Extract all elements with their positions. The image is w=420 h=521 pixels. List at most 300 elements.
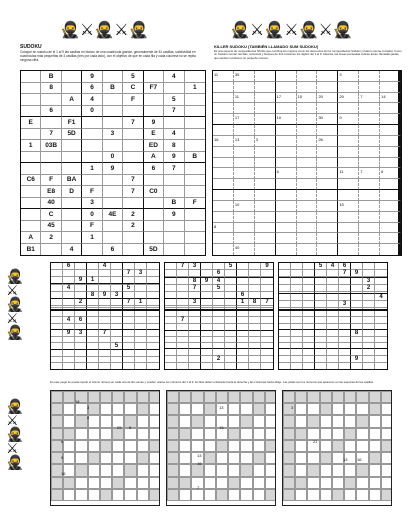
small-sudoku-cell[interactable] [351,285,363,292]
killer-cell[interactable] [338,223,359,234]
small-sudoku-cell[interactable] [225,292,237,299]
killer-cell[interactable] [380,233,401,244]
killer-cell[interactable] [276,103,297,114]
small-sudoku-cell[interactable] [135,285,147,292]
kakuro-white-cell[interactable] [191,403,203,415]
small-sudoku-cell[interactable] [63,270,75,277]
small-sudoku-cell[interactable] [327,356,339,363]
small-sudoku-cell[interactable] [165,356,177,363]
small-sudoku-cell[interactable] [177,308,189,309]
small-sudoku-cell[interactable] [279,270,291,277]
kakuro-white-cell[interactable] [295,403,307,415]
small-sudoku-cell[interactable] [75,285,87,292]
sudoku-cell[interactable]: 8 [164,140,184,152]
small-sudoku-cell[interactable] [63,277,75,284]
kakuro-white-cell[interactable] [307,452,319,464]
small-sudoku-cell[interactable] [339,278,351,285]
killer-cell[interactable]: 40 [234,244,255,255]
sudoku-cell[interactable]: C0 [144,186,164,198]
sudoku-cell[interactable]: 5 [164,94,184,106]
kakuro-white-cell[interactable] [75,489,87,501]
kakuro-white-cell[interactable] [124,477,136,489]
kakuro-white-cell[interactable] [253,489,265,501]
kakuro-white-cell[interactable] [320,477,332,489]
small-sudoku-cell[interactable] [87,330,99,337]
small-sudoku-cell[interactable]: 7 [123,270,135,277]
small-sudoku-cell[interactable] [135,292,147,299]
killer-cell[interactable] [213,190,234,201]
kakuro-white-cell[interactable] [63,489,75,501]
killer-cell[interactable] [359,103,380,114]
killer-cell[interactable] [297,147,318,158]
small-sudoku-cell[interactable]: 9 [75,277,87,284]
kakuro-white-cell[interactable] [356,428,368,440]
small-sudoku-cell[interactable]: 1 [135,299,147,306]
small-sudoku-cell[interactable] [75,363,87,369]
kakuro-white-cell[interactable] [88,489,100,501]
small-sudoku-cell[interactable] [339,356,351,363]
small-sudoku-cell[interactable] [111,270,123,277]
sudoku-cell[interactable]: 7 [164,163,184,175]
killer-cell[interactable]: 16 [213,136,234,147]
small-sudoku-cell[interactable] [51,270,63,277]
killer-cell[interactable] [276,179,297,190]
small-sudoku-cell[interactable] [375,278,387,285]
small-sudoku-cell[interactable] [315,330,327,337]
killer-cell[interactable]: 3 [255,136,276,147]
kakuro-white-cell[interactable] [228,415,240,427]
sudoku-cell[interactable]: ED [144,140,164,152]
small-sudoku-cell[interactable] [363,356,375,363]
small-sudoku-cell[interactable] [225,278,237,285]
killer-cell[interactable] [234,125,255,136]
small-sudoku-cell[interactable] [111,308,123,309]
small-sudoku-cell[interactable] [123,330,135,337]
kakuro-white-cell[interactable] [369,428,381,440]
kakuro-white-cell[interactable] [369,464,381,476]
small-sudoku-cell[interactable] [165,299,177,306]
killer-cell[interactable] [276,190,297,201]
small-sudoku-cell[interactable] [201,317,213,324]
kakuro-white-cell[interactable] [228,489,240,501]
small-sudoku-cell[interactable] [147,292,159,299]
small-sudoku-cell[interactable] [213,317,225,324]
small-sudoku-cell[interactable]: 5 [111,343,123,350]
sudoku-cell[interactable] [41,163,61,175]
kakuro-white-cell[interactable] [265,415,276,427]
small-sudoku-cell[interactable] [261,356,273,363]
killer-cell[interactable] [213,82,234,93]
killer-cell[interactable] [213,114,234,125]
sudoku-cell[interactable]: E [21,117,41,129]
sudoku-cell[interactable] [185,94,205,106]
sudoku-cell[interactable]: F [82,221,102,233]
sudoku-cell[interactable]: 9 [103,163,123,175]
sudoku-cell[interactable]: BA [62,175,82,187]
small-sudoku-cell[interactable] [261,363,273,369]
sudoku-cell[interactable] [21,209,41,221]
sudoku-cell[interactable] [103,232,123,244]
small-sudoku-cell[interactable] [279,278,291,285]
kakuro-white-cell[interactable] [100,415,112,427]
killer-cell[interactable] [338,244,359,255]
small-sudoku-cell[interactable] [99,363,111,369]
killer-cell[interactable] [359,244,380,255]
small-sudoku-cell[interactable] [213,263,225,270]
killer-cell[interactable] [317,125,338,136]
sudoku-cell[interactable]: E8 [41,186,61,198]
small-sudoku-cell[interactable] [327,301,339,308]
kakuro-white-cell[interactable] [320,440,332,452]
small-sudoku-cell[interactable] [51,363,63,369]
sudoku-cell[interactable] [21,83,41,95]
small-sudoku-cell[interactable] [99,308,111,309]
sudoku-cell[interactable]: 1 [82,232,102,244]
small-sudoku-cell[interactable]: 2 [363,285,375,292]
sudoku-cell[interactable] [144,71,164,83]
small-sudoku-cell[interactable] [135,263,147,270]
small-sudoku-cell[interactable] [213,308,225,309]
small-sudoku-cell[interactable] [147,285,159,292]
sudoku-cell[interactable] [185,71,205,83]
small-sudoku-cell[interactable]: 4 [327,263,339,270]
small-sudoku-cell[interactable] [123,308,135,309]
sudoku-cell[interactable] [185,244,205,256]
sudoku-cell[interactable]: 7 [123,117,143,129]
small-sudoku-cell[interactable]: 8 [189,278,201,285]
sudoku-cell[interactable]: 6 [144,163,164,175]
small-sudoku-cell[interactable] [99,270,111,277]
kakuro-white-cell[interactable] [179,464,191,476]
small-sudoku-cell[interactable] [75,292,87,299]
killer-cell[interactable] [380,244,401,255]
small-sudoku-cell[interactable] [375,301,387,308]
killer-cell[interactable] [234,103,255,114]
kakuro-white-cell[interactable] [179,415,191,427]
sudoku-cell[interactable] [185,232,205,244]
killer-cell[interactable]: 3 [338,71,359,82]
killer-cell[interactable] [255,233,276,244]
sudoku-cell[interactable]: 9 [164,152,184,164]
killer-cell[interactable] [255,244,276,255]
sudoku-cell[interactable] [185,106,205,118]
small-sudoku-cell[interactable]: 9 [201,278,213,285]
sudoku-cell[interactable]: 0 [82,106,102,118]
kakuro-white-cell[interactable] [191,489,203,501]
sudoku-cell[interactable] [62,83,82,95]
sudoku-cell[interactable]: B1 [21,244,41,256]
small-sudoku-cell[interactable] [225,299,237,306]
small-sudoku-cell[interactable] [123,292,135,299]
kakuro-white-cell[interactable] [63,452,75,464]
small-sudoku-cell[interactable] [303,330,315,337]
small-sudoku-cell[interactable] [303,301,315,308]
kakuro-white-cell[interactable] [240,440,252,452]
killer-cell[interactable]: 15 [338,201,359,212]
kakuro-white-cell[interactable] [369,415,381,427]
small-sudoku-cell[interactable]: 3 [111,292,123,299]
killer-cell[interactable] [338,233,359,244]
small-sudoku-cell[interactable] [363,308,375,309]
small-sudoku-cell[interactable] [339,285,351,292]
kakuro-white-cell[interactable] [253,428,265,440]
small-sudoku-cell[interactable] [327,330,339,337]
sudoku-cell[interactable] [82,140,102,152]
killer-cell[interactable] [359,190,380,201]
small-sudoku-cell[interactable]: 3 [339,301,351,308]
small-sudoku-cell[interactable]: 6 [237,292,249,299]
sudoku-cell[interactable]: F [41,175,61,187]
killer-cell[interactable] [234,158,255,169]
sudoku-cell[interactable] [103,71,123,83]
small-sudoku-cell[interactable] [189,317,201,324]
kakuro-white-cell[interactable] [332,415,344,427]
small-sudoku-cell[interactable] [375,270,387,277]
kakuro-white-cell[interactable] [307,477,319,489]
kakuro-white-cell[interactable] [216,452,228,464]
kakuro-white-cell[interactable] [75,403,90,415]
sudoku-cell[interactable]: A [62,94,82,106]
sudoku-cell[interactable] [144,175,164,187]
sudoku-cell[interactable] [21,129,41,141]
killer-cell[interactable]: 17 [276,93,297,104]
killer-cell[interactable] [317,103,338,114]
kakuro-white-cell[interactable] [75,440,87,452]
killer-cell[interactable]: 6 [276,168,297,179]
small-sudoku-cell[interactable] [111,363,123,369]
sudoku-cell[interactable]: E [144,129,164,141]
sudoku-cell[interactable]: 6 [41,106,61,118]
kakuro-white-cell[interactable] [332,477,344,489]
small-sudoku-cell[interactable] [147,277,159,284]
small-sudoku-cell[interactable] [225,285,237,292]
kakuro-white-cell[interactable] [253,464,265,476]
sudoku-cell[interactable]: 40 [41,198,61,210]
kakuro-white-cell[interactable] [112,403,124,415]
small-sudoku-cell[interactable] [75,270,87,277]
sudoku-cell[interactable] [62,106,82,118]
small-sudoku-cell[interactable] [87,343,99,350]
killer-cell[interactable] [317,201,338,212]
small-sudoku-cell[interactable] [225,270,237,277]
small-sudoku-cell[interactable]: 4 [99,263,111,270]
killer-cell[interactable] [359,71,380,82]
kakuro-white-cell[interactable] [112,489,124,501]
kakuro-white-cell[interactable] [100,428,112,440]
killer-cell[interactable] [276,244,297,255]
small-sudoku-cell[interactable] [351,263,363,270]
kakuro-white-cell[interactable] [253,477,265,489]
small-sudoku-cell[interactable] [123,343,135,350]
killer-cell[interactable] [317,147,338,158]
kakuro-white-cell[interactable] [137,440,149,452]
small-sudoku-cell[interactable] [303,285,315,292]
small-sudoku-cell[interactable] [261,285,273,292]
killer-cell[interactable] [317,179,338,190]
killer-cell[interactable] [380,136,401,147]
killer-cell[interactable] [317,158,338,169]
kakuro-white-cell[interactable] [356,403,368,415]
small-sudoku-cell[interactable] [303,356,315,363]
small-sudoku-cell[interactable] [303,270,315,277]
small-sudoku-cell[interactable] [225,356,237,363]
small-sudoku-cell[interactable] [213,299,225,306]
small-sudoku-cell[interactable] [165,363,177,369]
sudoku-cell[interactable]: B [164,198,184,210]
small-sudoku-cell[interactable] [351,301,363,308]
small-sudoku-cell[interactable] [147,270,159,277]
kakuro-white-cell[interactable] [332,428,344,440]
killer-cell[interactable] [213,179,234,190]
small-sudoku-cell[interactable] [87,299,99,306]
small-sudoku-cell[interactable] [375,363,387,369]
small-sudoku-cell[interactable] [63,299,75,306]
sudoku-cell[interactable] [144,198,164,210]
small-sudoku-cell[interactable] [111,299,123,306]
killer-cell[interactable]: 13 [234,136,255,147]
killer-cell[interactable] [255,125,276,136]
small-sudoku-cell[interactable] [135,363,147,369]
small-sudoku-cell[interactable] [249,308,261,309]
kakuro-white-cell[interactable] [381,464,392,476]
small-sudoku-cell[interactable] [279,285,291,292]
small-sudoku-cell[interactable] [135,308,147,309]
killer-cell[interactable] [380,223,401,234]
killer-cell[interactable] [234,233,255,244]
killer-cell[interactable] [255,147,276,158]
kakuro-white-cell[interactable] [75,477,87,489]
small-sudoku-cell[interactable] [237,363,249,369]
kakuro-white-cell[interactable] [149,428,160,440]
small-sudoku-cell[interactable] [225,363,237,369]
killer-cell[interactable] [297,103,318,114]
small-sudoku-cell[interactable] [351,278,363,285]
killer-cell[interactable]: 35 [234,71,255,82]
kakuro-white-cell[interactable] [228,464,240,476]
sudoku-cell[interactable]: F7 [144,83,164,95]
small-sudoku-cell[interactable] [339,308,351,309]
killer-cell[interactable] [297,125,318,136]
sudoku-cell[interactable]: 2 [123,221,143,233]
sudoku-cell[interactable] [103,186,123,198]
small-sudoku-cell[interactable] [249,278,261,285]
killer-cell[interactable] [276,82,297,93]
small-sudoku-cell[interactable] [315,308,327,309]
small-sudoku-cell[interactable] [261,278,273,285]
sudoku-cell[interactable] [82,175,102,187]
kakuro-white-cell[interactable] [100,477,112,489]
killer-cell[interactable] [359,158,380,169]
sudoku-cell[interactable]: C6 [21,175,41,187]
sudoku-cell[interactable] [123,129,143,141]
small-sudoku-cell[interactable] [339,294,351,301]
killer-cell[interactable] [276,125,297,136]
small-sudoku-cell[interactable] [363,330,375,337]
small-sudoku-cell[interactable]: 6 [63,263,75,270]
killer-cell[interactable] [380,201,401,212]
kakuro-white-cell[interactable] [381,415,392,427]
killer-cell[interactable]: 30 [317,114,338,125]
sudoku-cell[interactable] [185,163,205,175]
killer-cell[interactable] [276,136,297,147]
small-sudoku-cell[interactable] [291,301,303,308]
sudoku-cell[interactable] [21,198,41,210]
small-sudoku-cell[interactable] [315,285,327,292]
killer-cell[interactable] [317,244,338,255]
small-sudoku-cell[interactable] [87,317,99,324]
sudoku-cell[interactable] [41,244,61,256]
sudoku-cell[interactable] [164,186,184,198]
small-sudoku-cell[interactable] [291,270,303,277]
killer-cell[interactable] [276,158,297,169]
sudoku-cell[interactable] [82,117,102,129]
killer-cell[interactable] [297,136,318,147]
killer-cell[interactable]: 29 [338,93,359,104]
sudoku-cell[interactable]: B [185,152,205,164]
small-sudoku-cell[interactable]: 8 [87,292,99,299]
small-sudoku-cell[interactable]: 3 [75,330,87,337]
small-sudoku-cell[interactable] [75,263,87,270]
sudoku-cell[interactable] [62,71,82,83]
small-sudoku-cell[interactable] [375,285,387,292]
kakuro-white-cell[interactable] [88,428,100,440]
small-sudoku-cell[interactable] [165,285,177,292]
killer-cell[interactable] [276,212,297,223]
kakuro-white-cell[interactable] [369,477,381,489]
sudoku-cell[interactable]: 2 [41,232,61,244]
sudoku-cell[interactable]: D [62,186,82,198]
small-sudoku-cell[interactable] [291,294,303,301]
kakuro-white-cell[interactable] [100,403,112,415]
sudoku-cell[interactable]: F [123,94,143,106]
small-sudoku-cell[interactable] [147,363,159,369]
sudoku-cell[interactable]: 4 [62,244,82,256]
killer-cell[interactable] [276,233,297,244]
kakuro-white-cell[interactable] [112,452,124,464]
kakuro-white-cell[interactable] [216,464,228,476]
sudoku-cell[interactable] [144,221,164,233]
killer-cell[interactable] [317,71,338,82]
kakuro-white-cell[interactable] [63,415,75,427]
kakuro-white-cell[interactable] [179,440,191,452]
small-sudoku-cell[interactable] [63,343,75,350]
small-sudoku-cell[interactable] [51,308,63,309]
killer-cell[interactable] [338,82,359,93]
killer-cell[interactable] [213,125,234,136]
sudoku-cell[interactable]: F [185,198,205,210]
small-sudoku-cell[interactable]: 6 [339,263,351,270]
killer-cell[interactable] [317,168,338,179]
kakuro-white-cell[interactable] [149,452,160,464]
small-sudoku-cell[interactable] [147,308,159,309]
kakuro-white-cell[interactable] [344,464,356,476]
killer-cell[interactable] [359,212,380,223]
sudoku-cell[interactable]: 03B [41,140,61,152]
small-sudoku-cell[interactable]: 6 [75,317,87,324]
small-sudoku-cell[interactable] [351,363,363,369]
kakuro-white-cell[interactable] [240,452,252,464]
killer-cell[interactable] [234,82,255,93]
killer-cell[interactable] [276,201,297,212]
small-sudoku-cell[interactable] [339,330,351,337]
killer-cell[interactable] [317,212,338,223]
small-sudoku-cell[interactable] [177,363,189,369]
killer-cell[interactable] [297,201,318,212]
killer-cell[interactable] [359,223,380,234]
killer-cell[interactable]: 8 [213,223,234,234]
small-sudoku-cell[interactable] [201,308,213,309]
small-sudoku-cell[interactable] [291,285,303,292]
